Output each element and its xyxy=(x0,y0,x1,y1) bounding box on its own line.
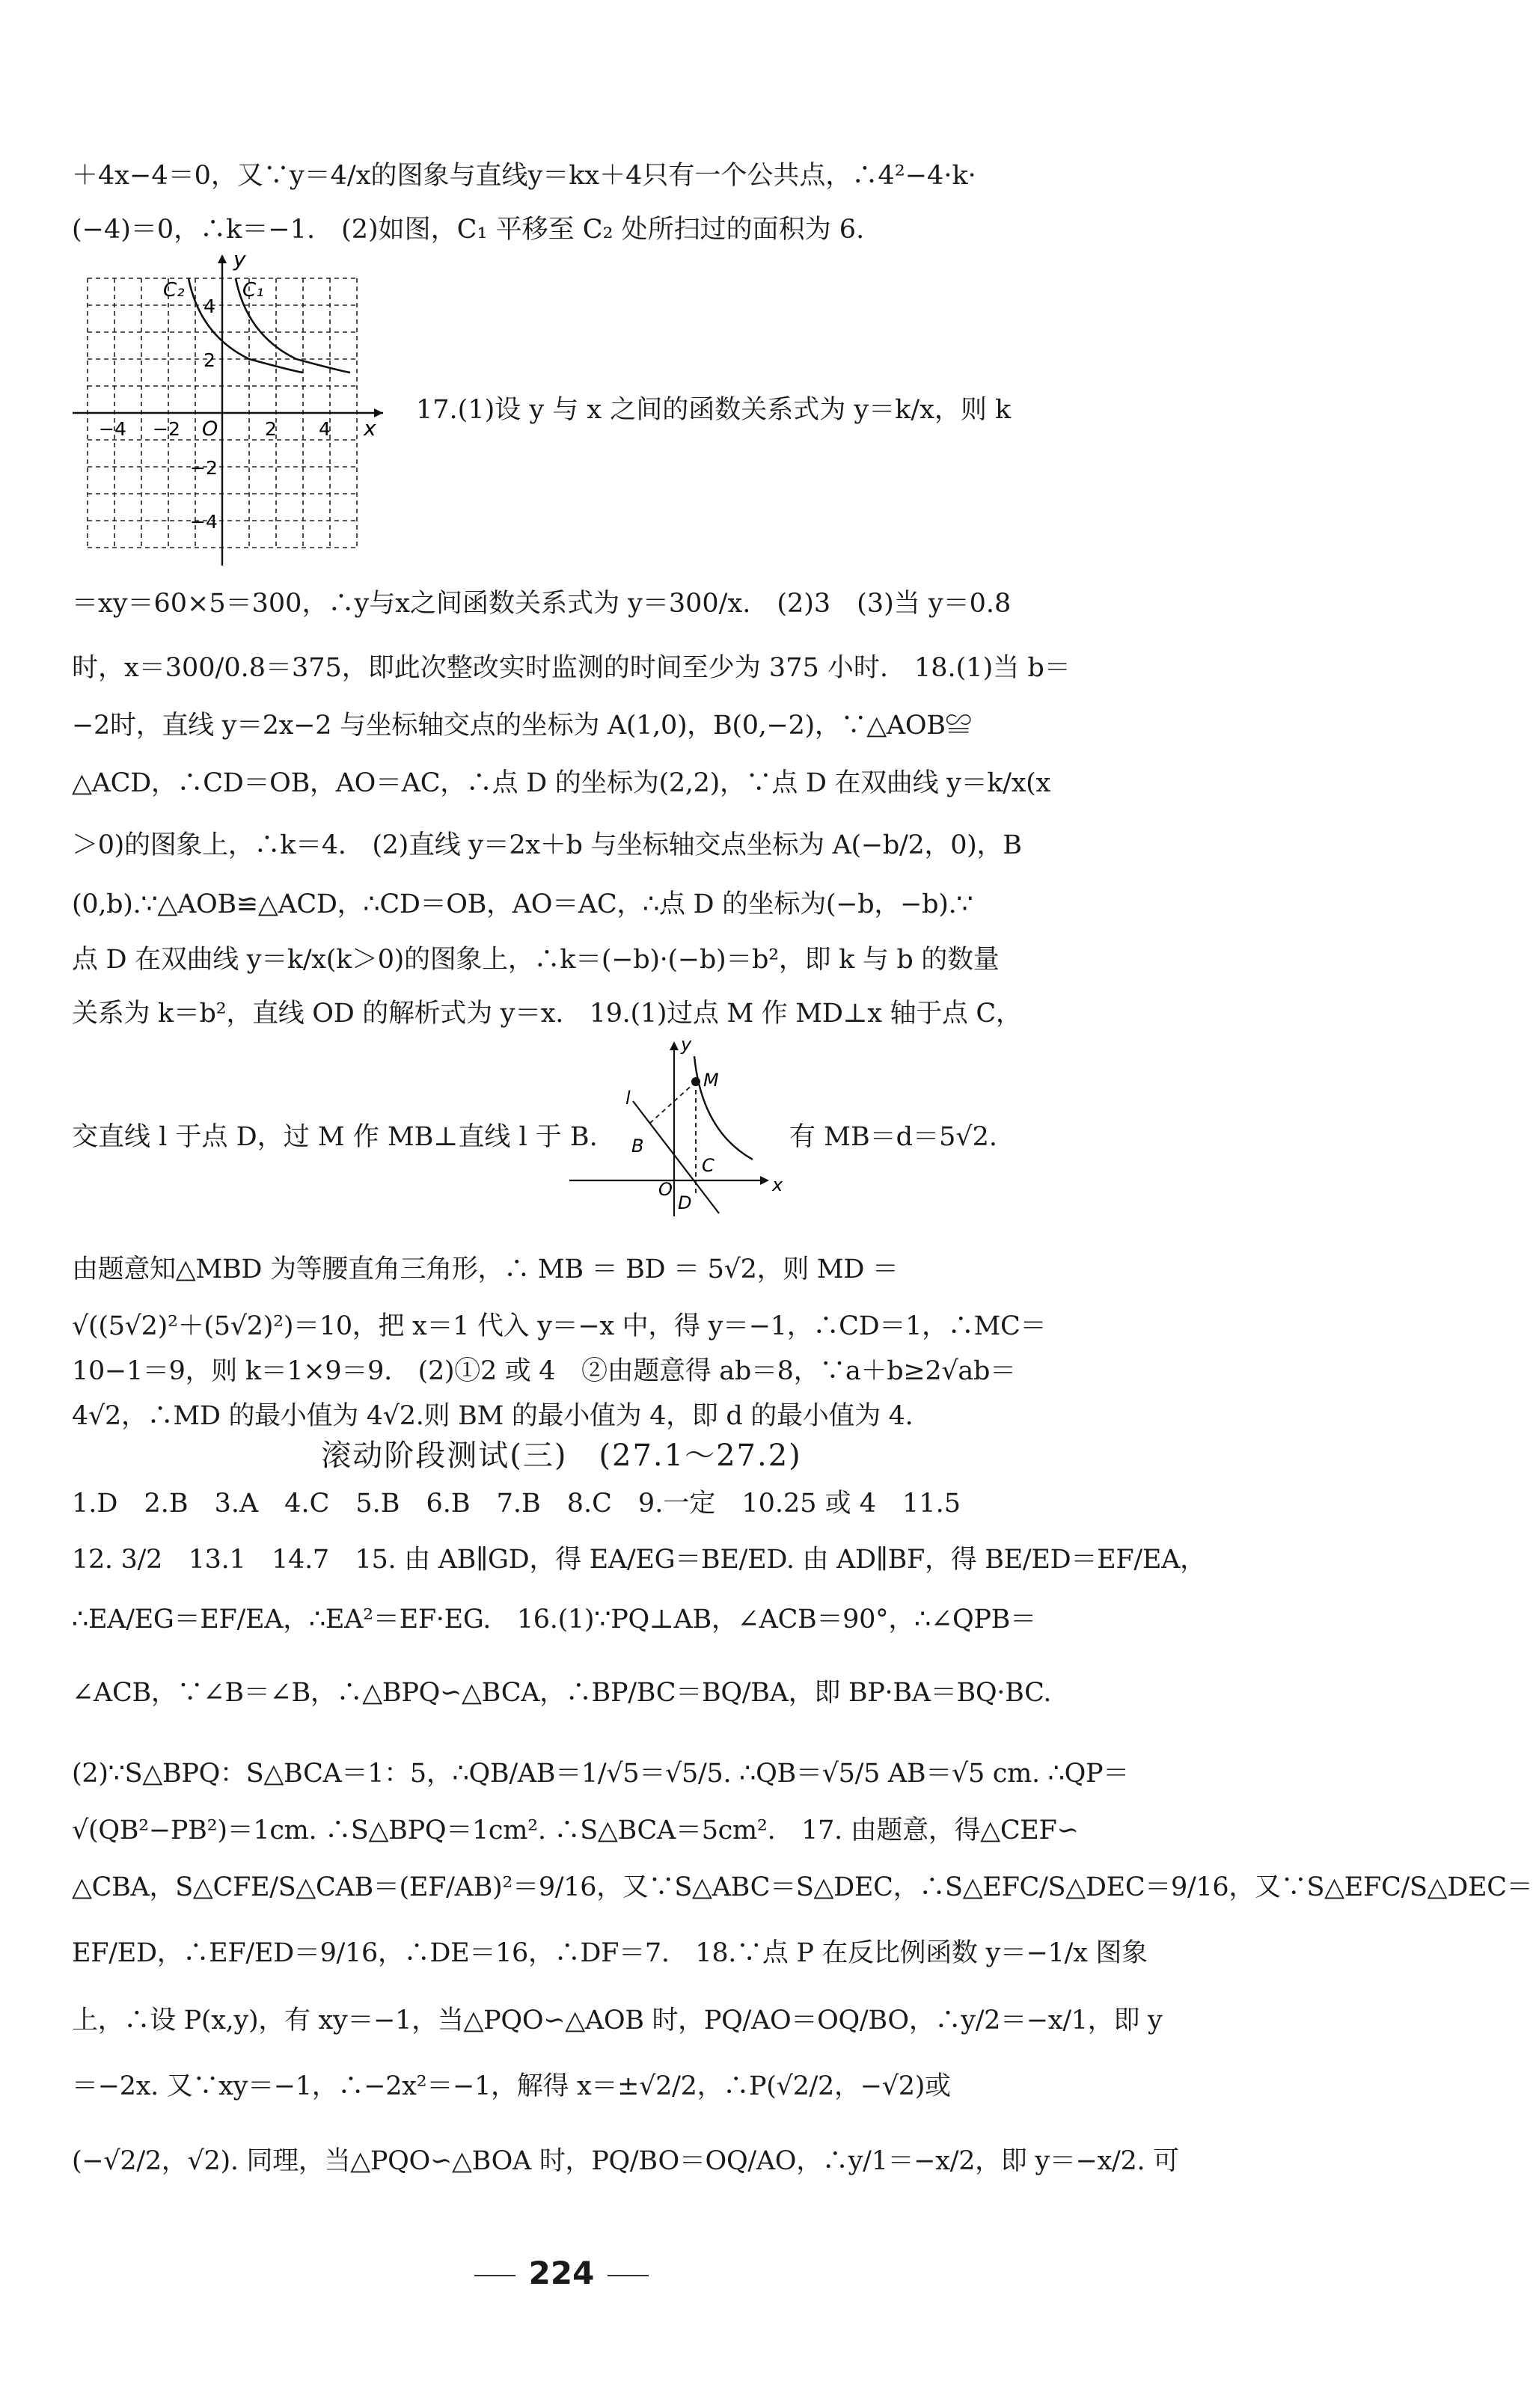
text-line: (−4)＝0，∴k＝−1. (2)如图，C₁ 平移至 C₂ 处所扫过的面积为 6. xyxy=(72,215,865,245)
text-line: ∴EA/EG＝EF/EA，∴EA²＝EF·EG. 16.(1)∵PQ⊥AB，∠ACB＝90°，∴∠QPB＝ xyxy=(72,1605,1036,1635)
label-l: l xyxy=(625,1088,631,1109)
text-line: 有 MB＝d＝5√2. xyxy=(789,1122,998,1152)
text-line: √((5√2)²＋(5√2)²)＝10，把 x＝1 代入 y＝−x 中，得 y＝−1，∴CD＝1，∴MC＝ xyxy=(72,1311,1047,1341)
text-line: 时，x＝300/0.8＝375，即此次整改实时监测的时间至少为 375 小时. 18.(1)当 b＝ xyxy=(72,653,1071,683)
y-axis-arrow xyxy=(218,254,227,263)
label-m: M xyxy=(703,1070,719,1091)
y-axis-label: y xyxy=(233,247,246,272)
text-line: ＞0)的图象上，∴k＝4. (2)直线 y＝2x＋b 与坐标轴交点坐标为 A(−b/2，0)，B xyxy=(72,830,1022,860)
segment-mb xyxy=(649,1082,696,1124)
label-c: C xyxy=(702,1155,715,1176)
text-line: (0,b).∵△AOB≌△ACD，∴CD＝OB，AO＝AC，∴点 D 的坐标为(−b，−b).∵ xyxy=(72,889,973,919)
page-number-dash-left xyxy=(474,2275,515,2276)
text-line: 12. 3/2 13.1 14.7 15. 由 AB∥GD，得 EA/EG＝BE/ED. 由 AD∥BF，得 BE/ED＝EF/EA， xyxy=(72,1545,1206,1575)
text-line: 由题意知△MBD 为等腰直角三角形，∴ MB ＝ BD ＝ 5√2，则 MD ＝ xyxy=(72,1254,899,1284)
y-tick: 4 xyxy=(204,295,215,317)
axes xyxy=(73,256,383,566)
text-line: (−√2/2，√2). 同理，当△PQO∽△BOA 时，PQ/BO＝OQ/AO，∴y/1＝−x/2，即 y＝−x/2. 可 xyxy=(72,2146,1179,2176)
x-axis-arrow xyxy=(760,1176,769,1185)
text-line: 10−1＝9，则 k＝1×9＝9. (2)①2 或 4 ②由题意得 ab＝8，∵a＋b≥2√ab＝ xyxy=(72,1356,1016,1386)
x-axis-label: x xyxy=(772,1174,783,1195)
curve-label-c2: C₂ xyxy=(163,279,185,301)
label-o: O xyxy=(658,1179,673,1200)
text-line: 关系为 k＝b²，直线 OD 的解析式为 y＝x. 19.(1)过点 M 作 MD⊥x 轴于点 C， xyxy=(72,999,1022,1029)
y-tick: 2 xyxy=(204,349,215,371)
text-line: 上，∴设 P(x,y)，有 xy＝−1，当△PQO∽△AOB 时，PQ/AO＝OQ/BO，∴y/2＝−x/1，即 y xyxy=(72,2006,1163,2035)
x-tick: −2 xyxy=(153,418,180,440)
page-number-dash-right xyxy=(608,2275,649,2276)
text-line: −2时，直线 y＝2x−2 与坐标轴交点的坐标为 A(1,0)，B(0,−2)，∵△AOB≌ xyxy=(72,711,972,741)
text-line: (2)∵S△BPQ：S△BCA＝1：5，∴QB/AB＝1/√5＝√5/5. ∴QB＝√5/5 AB＝√5 cm. ∴QP＝ xyxy=(72,1759,1129,1789)
text-line: ＋4x−4＝0，又∵y＝4/x的图象与直线y＝kx＋4只有一个公共点，∴4²−4·k· xyxy=(72,161,976,191)
y-axis-arrow xyxy=(670,1041,679,1050)
x-tick: −4 xyxy=(99,418,126,440)
graph-figure-translation xyxy=(69,247,398,566)
text-line: △CBA，S△CFE/S△CAB＝(EF/AB)²＝9/16，又∵S△ABC＝S△DEC，∴S△EFC/S△DEC＝9/16，又∵S△EFC/S△DEC＝ xyxy=(72,1872,1533,1902)
y-tick: −4 xyxy=(190,511,218,533)
text-line: ∠ACB，∵∠B＝∠B，∴△BPQ∽△BCA，∴BP/BC＝BQ/BA，即 BP·BA＝BQ·BC. xyxy=(72,1678,1052,1708)
text-line: 交直线 l 于点 D，过 M 作 MB⊥直线 l 于 B. xyxy=(72,1122,598,1152)
y-axis-label: y xyxy=(681,1034,692,1055)
text-line: 17.(1)设 y 与 x 之间的函数关系式为 y＝k/x，则 k xyxy=(416,395,1012,425)
text-line: △ACD，∴CD＝OB，AO＝AC，∴点 D 的坐标为(2,2)，∵点 D 在双曲线 y＝k/x(x xyxy=(72,768,1050,798)
y-tick: −2 xyxy=(190,457,218,479)
point-m xyxy=(691,1077,700,1086)
x-axis-label: x xyxy=(364,416,376,441)
origin-label: O xyxy=(202,417,218,441)
text-line: 点 D 在双曲线 y＝k/x(k＞0)的图象上，∴k＝(−b)·(−b)＝b²，即 k 与 b 的数量 xyxy=(72,945,1000,975)
text-line: 4√2，∴MD 的最小值为 4√2.则 BM 的最小值为 4，即 d 的最小值为 4. xyxy=(72,1401,914,1431)
section-title: 滚动阶段测试(三) (27.1～27.2) xyxy=(321,1439,802,1473)
text-line: 1.D 2.B 3.A 4.C 5.B 6.B 7.B 8.C 9.一定 10.25 或 4 11.5 xyxy=(72,1489,961,1519)
x-tick: 4 xyxy=(319,418,331,440)
curve-label-c1: C₁ xyxy=(242,279,264,301)
x-tick: 2 xyxy=(265,418,277,440)
label-b: B xyxy=(631,1136,644,1156)
text-line: ＝xy＝60×5＝300，∴y与x之间函数关系式为 y＝300/x. (2)3 (3)当 y＝0.8 xyxy=(72,589,1012,619)
text-line: EF/ED，∴EF/ED＝9/16，∴DE＝16，∴DF＝7. 18.∵点 P 在反比例函数 y＝−1/x 图象 xyxy=(72,1938,1148,1968)
text-line: ＝−2x. 又∵xy＝−1，∴−2x²＝−1，解得 x＝±√2/2，∴P(√2/2，−√2)或 xyxy=(72,2071,951,2101)
text-line: √(QB²−PB²)＝1cm. ∴S△BPQ＝1cm². ∴S△BCA＝5cm². 17. 由题意，得△CEF∽ xyxy=(72,1816,1079,1845)
label-d: D xyxy=(678,1192,692,1213)
page-number xyxy=(0,2255,1123,2291)
graph-figure-distance xyxy=(566,1034,790,1221)
page-number-value: 224 xyxy=(528,2255,595,2291)
